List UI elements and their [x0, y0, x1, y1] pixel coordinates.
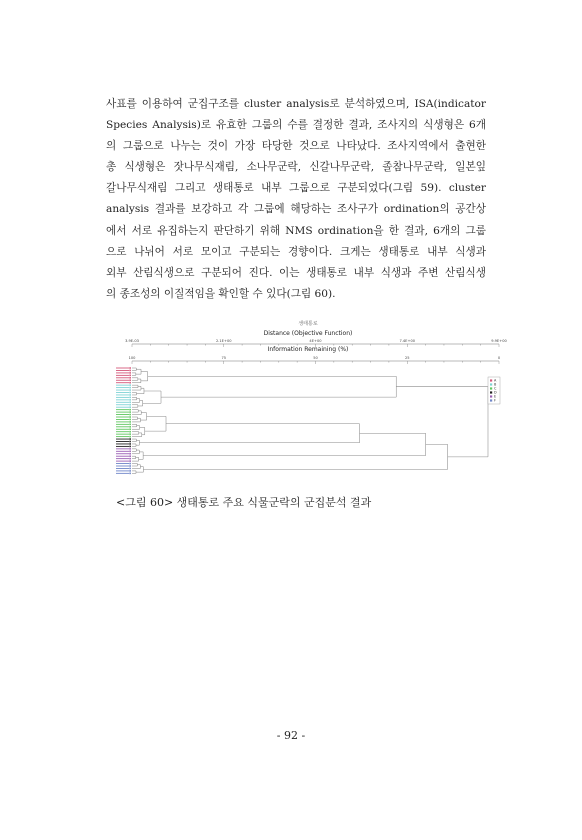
legend-swatch: [490, 391, 492, 393]
paragraph-line: 갈나무식재림 그리고 생태통로 내부 그룹으로 구분되었다(그림 59). cluster: [106, 182, 486, 195]
plot-row-marker: [129, 406, 131, 408]
paragraph-line: 외부 산림식생으로 구분되어 진다. 이는 생태통로 내부 식생과 주변 산림식생: [106, 266, 486, 279]
plot-row-marker: [129, 379, 131, 381]
plot-row-marker: [129, 421, 131, 423]
plot-row-marker: [129, 463, 131, 465]
dendrogram-figure: [112, 318, 512, 478]
top-tick-label: 4E+00: [309, 339, 322, 343]
plot-row-marker: [129, 460, 131, 462]
plot-row-marker: [129, 387, 131, 389]
page-number: - 92 -: [276, 729, 306, 742]
top-tick-label: 9.9E+00: [491, 339, 507, 343]
plot-row-marker: [129, 402, 131, 404]
top-axis-title: Distance (Objective Function): [263, 330, 353, 337]
paragraph-line: 총 식생형은 잣나무식재림, 소나무군락, 신갈나무군락, 졸참나무군락, 일본잎: [106, 161, 486, 174]
legend-swatch: [490, 399, 492, 401]
plot-row-marker: [129, 409, 131, 411]
paragraph-line: 의 그룹으로 나누는 것이 가장 타당한 것으로 나타났다. 조사지역에서 출현한: [106, 140, 486, 153]
paragraph-line: analysis 결과를 보강하고 각 그룹에 해당하는 조사구가 ordination의 공간상: [106, 203, 486, 216]
paragraph-line: 으로 나뉘어 서로 모이고 구분되는 경향이다. 크게는 생태통로 내부 식생과: [106, 245, 486, 258]
plot-row-marker: [129, 397, 131, 399]
plot-row-marker: [129, 367, 131, 369]
legend-label: F: [494, 398, 496, 403]
plot-row-marker: [129, 404, 131, 406]
plot-row-marker: [129, 431, 131, 433]
paragraph-line: 의 종조성의 이질적임을 확인할 수 있다(그림 60).: [106, 287, 336, 300]
legend-swatch: [490, 379, 492, 381]
figure-title: 생태통로: [298, 321, 318, 327]
plot-row-marker: [129, 465, 131, 467]
legend-label: D: [494, 390, 497, 395]
plot-row-marker: [129, 443, 131, 445]
body-paragraph: [106, 94, 486, 305]
paragraph-line: 에서 서로 유집하는지 판단하기 위해 NMS ordination을 한 결과, 6개의 그룹: [106, 224, 486, 237]
plot-row-marker: [129, 394, 131, 396]
plot-row-marker: [129, 441, 131, 443]
second-tick-label: 0: [497, 356, 501, 360]
plot-row-marker: [129, 419, 131, 421]
paragraph-line: 사표를 이용하여 군집구조를 cluster analysis로 분석하였으며, ISA(indicator: [106, 98, 486, 110]
top-tick-label: 2.1E+00: [215, 339, 232, 343]
top-tick-label: 7.4E+00: [399, 339, 416, 343]
legend-swatch: [490, 383, 492, 385]
plot-row-marker: [129, 414, 131, 416]
plot-row-marker: [129, 428, 131, 430]
legend-label: C: [494, 386, 497, 391]
plot-row-marker: [129, 433, 131, 435]
dendrogram-tree: [132, 368, 488, 473]
paragraph-line: Species Analysis)로 유효한 그룹의 수를 결정한 결과, 조사지의 식생형은 6개: [106, 119, 486, 132]
plot-row-marker: [129, 453, 131, 455]
second-axis-title: Information Remaining (%): [267, 346, 349, 353]
plot-row-marker: [129, 438, 131, 440]
plot-row-marker: [129, 399, 131, 401]
plot-row-marker: [129, 468, 131, 470]
plot-row-marker: [129, 370, 131, 372]
legend-label: B: [494, 382, 497, 387]
second-tick-label: 50: [313, 356, 318, 360]
plot-row-marker: [129, 389, 131, 391]
plot-row-marker: [129, 424, 131, 426]
legend: [488, 377, 500, 404]
plot-row-marker: [129, 416, 131, 418]
top-tick-label: 3.9E-03: [125, 339, 139, 343]
plot-row-marker: [129, 448, 131, 450]
legend-swatch: [490, 387, 492, 389]
plot-row-marker: [129, 411, 131, 413]
plot-row-marker: [129, 384, 131, 386]
legend-swatch: [490, 395, 492, 397]
plot-row-marker: [129, 392, 131, 394]
plot-row-marker: [129, 451, 131, 453]
plot-row-marker: [129, 426, 131, 428]
legend-label: A: [494, 378, 497, 383]
plot-labels: [116, 367, 131, 474]
plot-row-marker: [129, 382, 131, 384]
plot-row-marker: [129, 436, 131, 438]
second-tick-label: 100: [128, 356, 136, 360]
plot-row-marker: [129, 473, 131, 475]
plot-row-marker: [129, 375, 131, 377]
plot-row-marker: [129, 372, 131, 374]
figure-caption: <그림 60> 생태통로 주요 식물군락의 군집분석 결과: [116, 496, 372, 509]
plot-row-marker: [129, 446, 131, 448]
plot-row-marker: [129, 458, 131, 460]
second-tick-label: 75: [221, 356, 227, 360]
plot-row-marker: [129, 377, 131, 379]
plot-row-marker: [129, 470, 131, 472]
plot-row-marker: [129, 455, 131, 457]
legend-label: E: [494, 394, 497, 399]
second-tick-label: 25: [404, 356, 410, 360]
